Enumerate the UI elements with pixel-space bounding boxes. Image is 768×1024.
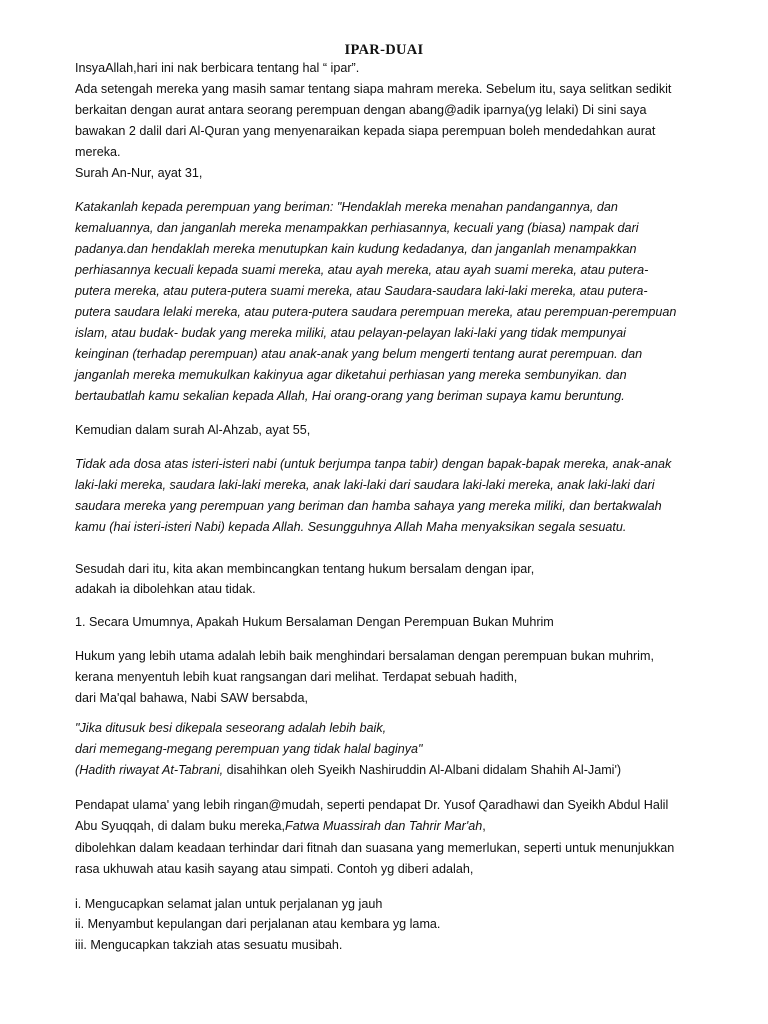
text-line <box>75 498 662 514</box>
text-line <box>75 896 382 912</box>
text-line <box>75 220 639 236</box>
text-line-segment: iii. Mengucapkan takziah atas sesuatu musibah. <box>75 938 343 952</box>
text-line <box>75 144 121 160</box>
document-title: IPAR-DUAI <box>344 42 424 58</box>
text-line <box>75 304 676 320</box>
text-line <box>75 937 342 953</box>
text-line-segment: kemaluannya, dan janganlah mereka menampakkan perhiasannya, kecuali yang (biasa) nampak dari <box>75 221 639 235</box>
text-line <box>75 241 637 257</box>
text-line-segment: padanya.dan hendaklah mereka menutupkan kain kudung kedadanya, dan janganlah menampakkan <box>75 242 637 256</box>
text-line-segment: bawakan 2 dalil dari Al-Quran yang menyenaraikan kepada siapa perempuan boleh mendedahkan aurat <box>75 124 656 138</box>
text-line-segment: dari memegang-megang perempuan yang tidak halal baginya" <box>75 742 423 756</box>
text-line <box>75 614 554 630</box>
text-line-segment: perhiasannya kecuali kepada suami mereka, atau ayah mereka, atau ayah suami mereka, atau putera- <box>75 263 649 277</box>
text-line-segment: janganlah mereka memukulkan kakinyua agar diketahui perhiasan yang mereka sembunyikan. dan <box>75 368 627 382</box>
text-line-segment: Katakanlah kepada perempuan yang beriman: "Hendaklah mereka menahan pandangannya, dan <box>75 200 618 214</box>
text-line <box>75 165 202 181</box>
text-line-segment: berkaitan dengan aurat antara seorang perempuan dengan abang@adik iparnya(yg lelaki) Di sini saya <box>75 103 647 117</box>
text-line-italic-segment: Fatwa Muassirah dan Tahrir Mar'ah <box>285 819 483 833</box>
text-line-segment: , <box>482 819 486 833</box>
text-line-segment: putera mereka, atau putera-putera suami mereka, atau Saudara-saudara laki-laki mereka, atau putera- <box>75 284 648 298</box>
text-line-segment: "Jika ditusuk besi dikepala seseorang adalah lebih baik, <box>75 721 387 735</box>
text-line-segment: 1. Secara Umumnya, Apakah Hukum Bersalaman Dengan Perempuan Bukan Muhrim <box>75 615 554 629</box>
text-line-segment: putera saudara lelaki mereka, atau putera-putera saudara perempuan mereka, atau perempuan-perempuan <box>75 305 677 319</box>
text-line <box>75 519 626 535</box>
text-line <box>75 262 648 278</box>
text-line <box>75 581 256 597</box>
text-line <box>75 840 674 856</box>
text-line-segment: islam, atau budak- budak yang mereka miliki, atau pelayan-pelayan laki-laki yang tidak mempunyai <box>75 326 626 340</box>
text-line <box>75 648 654 664</box>
text-line-segment: rasa ukhuwah atau kasih sayang atau simpati. Contoh yg diberi adalah, <box>75 862 474 876</box>
text-line-segment: Hukum yang lebih utama adalah lebih baik menghindari bersalaman dengan perempuan bukan muhrim, <box>75 649 654 663</box>
text-line-segment: kamu (hai isteri-isteri Nabi) kepada Allah. Sesungguhnya Allah Maha menyaksikan segala sesuatu. <box>75 520 627 534</box>
text-line <box>75 477 655 493</box>
text-line <box>75 762 621 778</box>
text-line <box>75 720 386 736</box>
text-line-segment: dari Ma'qal bahawa, Nabi SAW bersabda, <box>75 691 308 705</box>
text-line-segment: laki-laki mereka, saudara laki-laki mereka, anak laki-laki dari saudara laki-laki mereka, anak laki-laki dari <box>75 478 655 492</box>
text-line <box>75 669 517 685</box>
text-line <box>75 818 486 834</box>
text-line <box>75 346 642 362</box>
text-line-segment: Ada setengah mereka yang masih samar tentang siapa mahram mereka. Sebelum itu, saya selitkan sedikit <box>75 82 672 96</box>
text-line-segment: dibolehkan dalam keadaan terhindar dari fitnah dan suasana yang memerlukan, seperti untuk menunjukkan <box>75 841 675 855</box>
text-line <box>75 367 627 383</box>
text-line <box>75 388 625 404</box>
text-line-segment: (Hadith riwayat At-Tabrani, <box>75 763 224 777</box>
text-line-segment: Surah An-Nur, ayat 31, <box>75 166 203 180</box>
text-line-segment: Pendapat ulama' yang lebih ringan@mudah, seperti pendapat Dr. Yusof Qaradhawi dan Syeikh Abdul Halil <box>75 798 669 812</box>
text-line <box>75 283 648 299</box>
text-line-segment: mereka. <box>75 145 121 159</box>
text-line-segment: Tidak ada dosa atas isteri-isteri nabi (untuk berjumpa tanpa tabir) dengan bapak-bapak mereka, anak-anak <box>75 457 672 471</box>
text-line <box>75 797 668 813</box>
text-line-segment: disahihkan oleh Syeikh Nashiruddin Al-Albani didalam Shahih Al-Jami') <box>223 763 622 777</box>
text-line <box>75 561 534 577</box>
text-line-segment: i. Mengucapkan selamat jalan untuk perjalanan yg jauh <box>75 897 383 911</box>
text-line <box>75 102 646 118</box>
text-line-segment: kerana menyentuh lebih kuat rangsangan dari melihat. Terdapat sebuah hadith, <box>75 670 518 684</box>
text-line <box>75 741 423 757</box>
text-line-segment: ii. Menyambut kepulangan dari perjalanan atau kembara yg lama. <box>75 917 441 931</box>
text-line-segment: saudara mereka yang perempuan yang beriman dan hamba sahaya yang mereka miliki, dan bertakwalah <box>75 499 662 513</box>
text-line <box>75 123 655 139</box>
text-line <box>75 325 626 341</box>
text-line <box>75 81 671 97</box>
text-line <box>75 690 308 706</box>
text-line <box>75 199 618 215</box>
text-line-segment: Sesudah dari itu, kita akan membincangkan tentang hukum bersalam dengan ipar, <box>75 562 535 576</box>
text-line <box>75 861 473 877</box>
text-line-segment: Abu Syuqqah, di dalam buku mereka, <box>75 819 286 833</box>
text-line-segment: adakah ia dibolehkan atau tidak. <box>75 582 256 596</box>
text-line-segment: InsyaAllah,hari ini nak berbicara tentang hal “ ipar”. <box>75 61 360 75</box>
text-line <box>75 60 359 76</box>
text-line-segment: Kemudian dalam surah Al-Ahzab, ayat 55, <box>75 423 311 437</box>
text-line <box>75 422 310 438</box>
text-line-segment: keinginan (terhadap perempuan) atau anak-anak yang belum mengerti tentang aurat perempuan. dan <box>75 347 643 361</box>
text-line <box>75 916 440 932</box>
text-line-segment: bertaubatlah kamu sekalian kepada Allah, Hai orang-orang yang beriman supaya kamu beruntung. <box>75 389 625 403</box>
text-line <box>75 456 671 472</box>
